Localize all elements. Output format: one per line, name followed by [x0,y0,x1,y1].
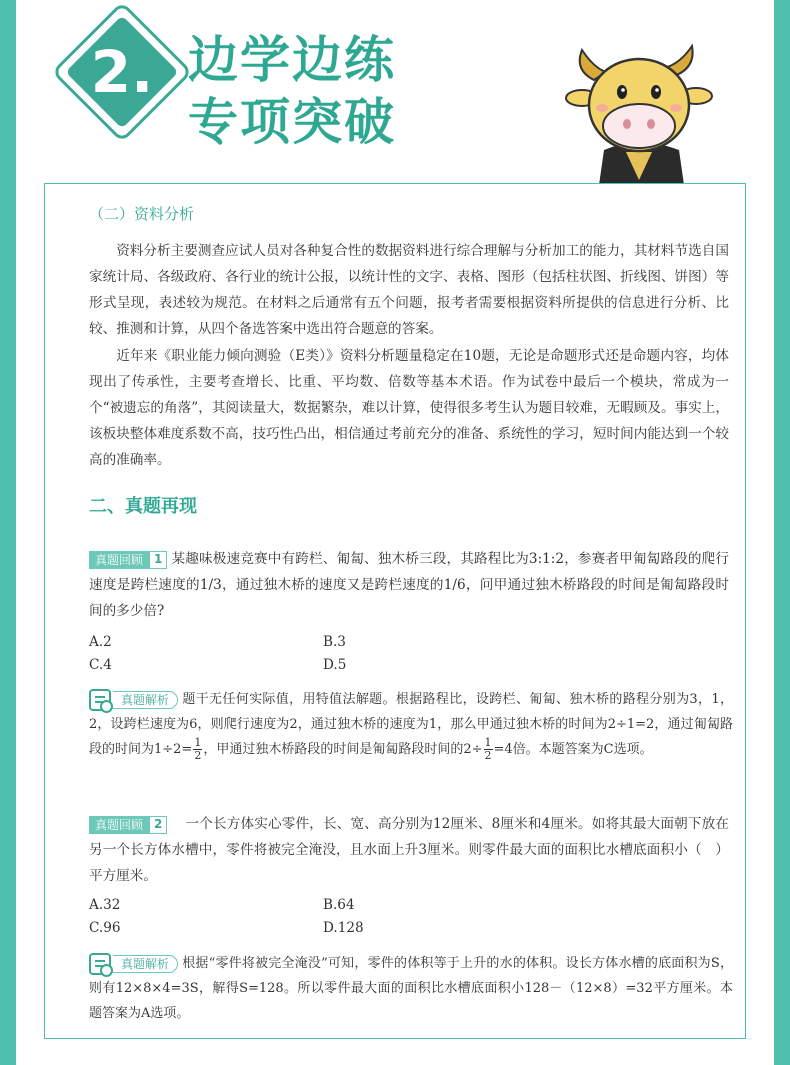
analysis-text-part2: ，甲通过独木桥路段的时间是匍匐路段时间的2÷ [203,742,483,757]
question-tag-number: 2 [149,816,167,834]
question-1-analysis [89,687,733,762]
analysis-icon [89,953,111,975]
intro-paragraph-2: 近年来《职业能力倾向测验（E类）》资料分析题量稳定在10题，无论是命题形式还是命题内容，均体现出了传承性，主要考查增长、比重、平均数、倍数等基本术语。作为试卷中最后一个模块，常成为一个“被遗忘的角落”，其阅读量大，数据繁杂，难以计算，使得很多考生认为题目较难，无暇顾及。事实上，该板块整体难度系数不高，技巧性凸出，相信通过考前充分的准备、系统性的学习，短时间内能达到一个较高的准确率。 [89,348,729,468]
option-b[interactable]: B.3 [323,634,346,650]
analysis-tag [89,689,178,711]
analysis-tag-label: 真题解析 [113,691,178,709]
option-c[interactable]: C.96 [89,920,121,936]
section-subheading: （二）资料分析 [89,205,195,223]
section-heading: 二、真题再现 [89,496,197,517]
right-side-bar [774,0,790,1065]
cow-mascot-icon [564,40,714,185]
question-1-text: 某趣味极速竞赛中有跨栏、匍匐、独木桥三段，其路程比为3:1:2，参赛者甲匍匐路段的爬行速度是跨栏速度的1/3，通过独木桥的速度又是跨栏速度的1/6，问甲通过独木桥路段的时间是匍匐路段时间的多少倍? [89,551,729,619]
analysis-text-part1: 题干无任何实际值，用特值法解题。根据路程比，设跨栏、匍匐、独木桥的路程分别为3，1，2，设跨栏速度为6，则爬行速度为2，通过独木桥的速度为1，那么甲通过独木桥的时间为2÷1=2，通过匍匐路段的时间为1÷2= [89,692,733,757]
analysis-text: 根据“零件将被完全淹没”可知，零件的体积等于上升的水的体积。设长方体水槽的底面积为S，则有12×8×4=3S，解得S=128。所以零件最大面的面积比水槽底面积小128－（12×8）=32平方厘米。本题答案为A选项。 [89,956,733,1021]
question-tag-label: 真题回顾 [89,551,149,569]
page-title-line1: 边学边练 [188,31,396,89]
fraction-one-half-2: $\frac{1}{2}$ [484,736,492,762]
left-side-bar [0,0,16,1065]
page-title-line2: 专项突破 [188,93,396,151]
analysis-tag-label: 真题解析 [113,955,178,973]
chapter-number: 2. [90,38,154,106]
analysis-icon [89,689,111,711]
analysis-text-part3: =4倍。本题答案为C选项。 [493,742,653,757]
page-header [16,0,774,185]
question-1-tag [89,551,167,569]
chapter-number-badge [62,12,182,132]
option-a[interactable]: A.2 [89,634,112,650]
question-2-analysis [89,951,733,1026]
intro-paragraph-1: 资料分析主要测查应试人员对各种复合性的数据资料进行综合理解与分析加工的能力，其材料节选自国家统计局、各级政府、各行业的统计公报，以统计性的文字、表格、图形（包括柱状图、折线图、饼图）等形式呈现，表述较为规范。在材料之后通常有五个问题，报考者需要根据资料所提供的信息进行分析、比较、推测和计算，从四个备选答案中选出符合题意的答案。 [89,243,729,337]
fraction-one-half: $\frac{1}{2}$ [194,736,202,762]
question-2-options [89,894,589,944]
question-2-text: 一个长方体实心零件，长、宽、高分别为12厘米、8厘米和4厘米。如将其最大面朝下放在另一个长方体水槽中，零件将被完全淹没，且水面上升3厘米。则零件最大面的面积比水槽底面积小（ ）平方厘米。 [89,816,729,884]
question-1-options [89,631,589,681]
question-2 [89,811,729,889]
analysis-tag [89,953,178,975]
option-b[interactable]: B.64 [323,897,355,913]
option-d[interactable]: D.128 [323,920,364,936]
option-d[interactable]: D.5 [323,657,347,673]
option-c[interactable]: C.4 [89,657,112,673]
question-tag-label: 真题回顾 [89,816,149,834]
question-1 [89,546,729,624]
option-a[interactable]: A.32 [89,897,121,913]
question-tag-number: 1 [149,551,167,569]
question-2-tag [89,816,167,834]
content-panel [44,183,746,1039]
